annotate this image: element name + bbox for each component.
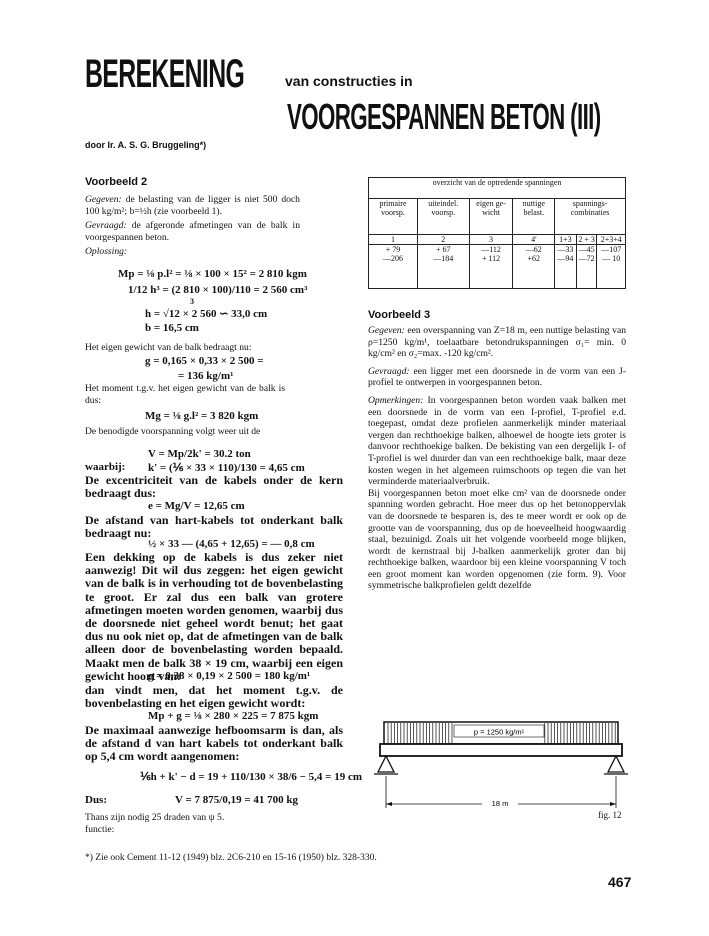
gegeven-text: de belasting van de ligger is niet 500 doch 100 kg/m²; b=½h (zie voorbeeld 1). xyxy=(85,194,300,217)
right-support xyxy=(608,756,624,772)
stress-table xyxy=(368,177,626,289)
beam-figure xyxy=(370,712,632,817)
equation-arm: ⅙h + k' − d = 19 + 110/130 × 38/6 − 5,4 = 19 cm xyxy=(140,771,362,783)
text-dekking: Een dekking op de kabels is dus zeker niet aanwezig! Dit wil dus zeggen: het eigen gewicht van de balk is in verhouding tot de bovenbelasting te groot. Er zal dus een balk van grotere afmetingen moeten worden genomen, waarbij dus de doorsnede niet geheel wordt benut; het gaat dus nu ook niet op, dat de afmetingen van de balk alleen door de bovenbelasting worden bepaald. Maakt men de balk 38 × 19 cm, waarbij een eigen gewicht hoort van: xyxy=(85,550,343,683)
table-caption: overzicht van de optredende spanningen xyxy=(369,178,626,199)
table-cell: —62 +62 xyxy=(513,245,555,289)
table-num: 1 xyxy=(369,235,418,245)
table-header: uiteindel. voorsp. xyxy=(417,199,469,235)
text-voorspanning: De benodigde voorspanning volgt weer uit de xyxy=(85,426,261,437)
text-eigen-gewicht: Het eigen gewicht van de balk bedraagt nu: xyxy=(85,342,252,353)
title-subtitle: van constructies in xyxy=(285,73,413,89)
equation-g-result: = 136 kg/m¹ xyxy=(178,370,234,382)
gegeven-label: Gegeven: xyxy=(85,194,122,205)
text-excentriciteit: De excentriciteit van de kabels onder de kern bedraagt dus: xyxy=(85,473,343,501)
gegeven-text-3: een overspanning van Z=18 m, een nuttige belasting van ρ=1250 kg/m¹, toelaatbare betondrukspanningen σ₁= min. 0 kg/cm² en σ₂=max. -120 kg/cm². xyxy=(368,325,627,360)
text-draden: Thans zijn nodig 25 draden van ψ 5. xyxy=(85,812,225,823)
page-number: 467 xyxy=(608,874,632,890)
equation-mp: Mp = ⅛ p.l² = ⅛ × 100 × 15² = 2 810 kgm xyxy=(118,268,307,280)
span-label: 18 m xyxy=(491,799,509,808)
table-cell: —45 —72 xyxy=(576,245,597,289)
opmerkingen-text: In voorgespannen beton worden vaak balken met een doorsnede in de vorm van een I-profiel, T-profiel e.d. toegepast, omdat deze profielen aanmerkelijk minder materiaal vergen dan rechthoekige balken, alhoewel de hoogte iets groter is danvoor rechthoekige balken. De bekisting van een dergelijk I- of T-profiel is wel duurder dan van een rechthoekige balk, maar deze kosten wegen in het algemeen ruimschoots op tegen die van het verminderde materiaalverbruik. xyxy=(368,394,626,488)
heading-voorbeeld-2: Voorbeeld 2 xyxy=(85,176,148,188)
table-cell: + 79 —206 xyxy=(369,245,418,289)
author-line: door Ir. A. S. G. Bruggeling*) xyxy=(85,140,207,150)
text-moment: Het moment t.g.v. het eigen gewicht van de balk is dus: xyxy=(85,383,285,406)
text-cm2: Bij voorgespannen beton moet elke cm² van de doorsnede onder spanning worden gebracht. Hoe meer dus op het betonoppervlak van de doorsnede te besparen is, des te meer wordt er ook op de grootte van de voorspanning, dus op de hoeveelheid hoogwaardig staal, bezuinigd. Zoals uit het volgende voorbeeld moge blijken, wordt de kernstraal bij J-balken aanmerkelijk groter dan bij rechthoekige balken, waardoor bij een kleine voorspanning V toch een groot moment kan worden opgenomen (zie form. 9). Voor symmetrische balkprofielen geldt dezelfde xyxy=(368,487,626,592)
table-num: 3 xyxy=(469,235,513,245)
table-cell: + 67 —184 xyxy=(417,245,469,289)
equation-h3: 1/12 h³ = (2 810 × 100)/110 = 2 560 cm³ xyxy=(128,284,308,296)
table-num: 2 xyxy=(417,235,469,245)
equation-b: b = 16,5 cm xyxy=(145,322,199,334)
opmerkingen-label: Opmerkingen: xyxy=(368,394,424,406)
footnote: *) Zie ook Cement 11-12 (1949) blz. 2C6-210 en 15-16 (1950) blz. 328-330. xyxy=(85,853,377,863)
left-intro xyxy=(85,194,300,258)
title-berekening: BEREKENING xyxy=(85,52,245,96)
table-header: eigen ge- wicht xyxy=(469,199,513,235)
beam-diagram xyxy=(370,712,632,812)
text-functie: functie: xyxy=(85,824,115,835)
right-body xyxy=(368,325,626,592)
equation-k: k' = (⅙ × 33 × 110)/130 = 4,65 cm xyxy=(148,462,305,474)
table-num: 2 + 3 xyxy=(576,235,597,245)
equation-g2: g = 0,38 × 0,19 × 2 500 = 180 kg/m¹ xyxy=(148,670,311,682)
equation-h: h = √12 × 2 560 ∽ 33,0 cm xyxy=(145,308,268,320)
table-header: nuttige belast. xyxy=(513,199,555,235)
gevraagd-label-3: Gevraagd: xyxy=(368,365,410,377)
gevraagd-text: de afgeronde afmetingen van de balk in voorgespannen beton. xyxy=(85,220,300,243)
text-hefboomsarm: De maximaal aanwezige hefboomsarm is dan, als de afstand d van hart kabels tot onderkant balk op 5,4 cm wordt aangenomen: xyxy=(85,723,343,764)
table-header: primaire voorsp. xyxy=(369,199,418,235)
gevraagd-text-3: een ligger met een doorsnede in de vorm van een J-profiel te ontwerpen in voorgespannen beton. xyxy=(368,365,626,389)
equation-e: e = Mg/V = 12,65 cm xyxy=(148,500,245,512)
text-moment-totaal: dan vindt men, dat het moment t.g.v. de bovenbelasting en het eigen gewicht wordt: xyxy=(85,683,343,711)
heading-voorbeeld-3: Voorbeeld 3 xyxy=(368,309,431,321)
equation-v-final: V = 7 875/0,19 = 41 700 kg xyxy=(175,794,298,806)
title-voorgespannen: VOORGESPANNEN BETON (III) xyxy=(287,96,601,137)
equation-dekking: ½ × 33 — (4,65 + 12,65) = — 0,8 cm xyxy=(148,538,315,550)
table-num: 1+3 xyxy=(555,235,577,245)
text-afstand: De afstand van hart-kabels tot onderkant balk bedraagt nu: xyxy=(85,513,343,541)
equation-root-index: 3 xyxy=(190,297,194,306)
table-header: spannings- combinaties xyxy=(555,199,626,235)
equation-g: g = 0,165 × 0,33 × 2 500 = xyxy=(145,355,264,367)
equation-mpg: Mp + g = ⅛ × 280 × 225 = 7 875 kgm xyxy=(148,710,319,722)
figure-caption: fig. 12 xyxy=(598,810,622,820)
gegeven-label-3: Gegeven: xyxy=(368,325,405,336)
label-dus: Dus: xyxy=(85,794,108,806)
label-waarbij: waarbij: xyxy=(85,461,126,473)
equation-mg: Mg = ⅛ g.l² = 3 820 kgm xyxy=(145,410,259,422)
left-support xyxy=(378,756,394,772)
table-cell: —33 —94 xyxy=(555,245,577,289)
table-num: 2+3+4 xyxy=(597,235,626,245)
table-cell: —112 + 112 xyxy=(469,245,513,289)
equation-v: V = Mp/2k' = 30.2 ton xyxy=(148,448,251,460)
gevraagd-label: Gevraagd: xyxy=(85,220,127,232)
table-cell: —107 — 10 xyxy=(597,245,626,289)
table-num: 4' xyxy=(513,235,555,245)
beam xyxy=(380,744,622,756)
oplossing-label: Oplossing: xyxy=(85,246,128,258)
load-label: p = 1250 kg/m¹ xyxy=(473,727,525,737)
